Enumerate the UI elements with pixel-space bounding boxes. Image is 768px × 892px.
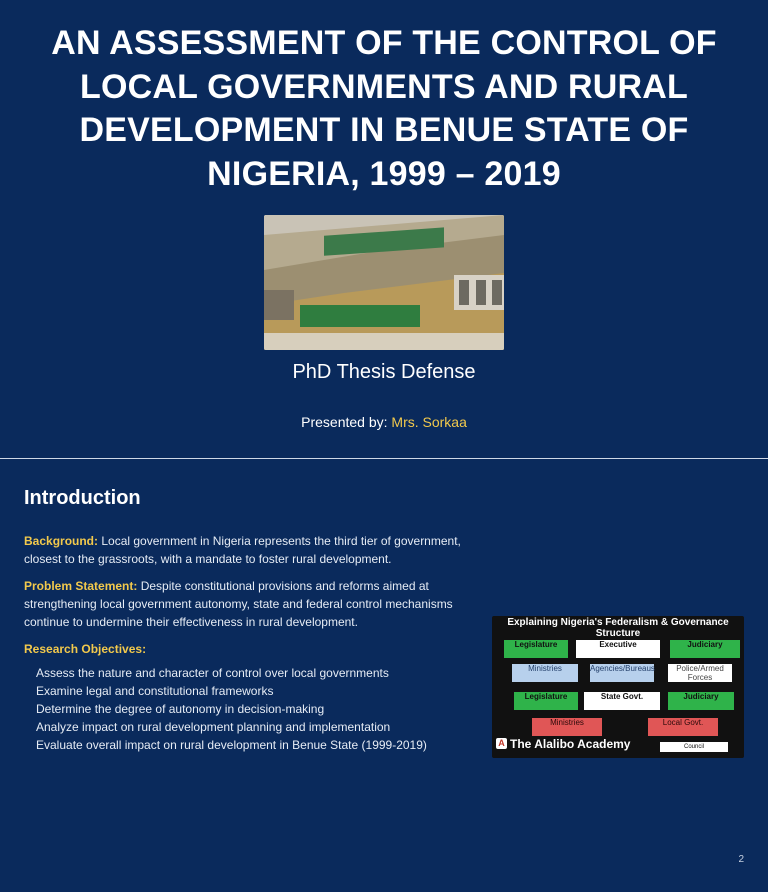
objectives-label: Research Objectives: (24, 642, 147, 656)
diagram-ministries (512, 664, 578, 682)
title-line: NIGERIA, 1999 – 2019 (207, 154, 561, 193)
diagram-police (668, 664, 732, 682)
presented-by-label: Presented by: (301, 414, 392, 430)
diagram-judiciary (670, 640, 740, 658)
diagram-executive (576, 640, 660, 658)
council-label: Council (683, 744, 704, 750)
police-label: Police/Armed Forces (676, 664, 724, 682)
background-text: Local government in Nigeria represents the third tier of government, closest to the grassroots, with a mandate to foster rural development. (24, 534, 461, 566)
diagram-title: Explaining Nigeria's Federalism & Governance Structure (507, 617, 729, 639)
diagram-state-judiciary (668, 692, 734, 710)
executive-label: Executive (599, 640, 637, 649)
section-heading: Introduction (24, 487, 141, 509)
academy-watermark: The Alalibo Academy (510, 737, 631, 751)
title-line: DEVELOPMENT IN BENUE STATE OF (79, 111, 689, 149)
presenter-name: Mrs. Sorkaa (391, 414, 467, 430)
diagram-state-govt (584, 692, 660, 710)
state-legislature-label: Legislature (524, 692, 568, 701)
secretariat-photo (264, 215, 504, 350)
title-line: LOCAL GOVERNMENTS AND RURAL (80, 67, 688, 106)
legislature-label: Legislature (514, 640, 558, 649)
introduction-slide (0, 459, 768, 892)
objective-item: Examine legal and constitutional frameworks (36, 684, 274, 698)
problem-text: Despite constitutional provisions and reforms aimed at strengthening local government autonomy, state and federal control mechanisms continue to undermine their effectiveness in rural development. (24, 579, 453, 629)
objective-item: Determine the degree of autonomy in decision-making (36, 702, 325, 716)
background-paragraph (24, 532, 464, 568)
title-line: AN ASSESSMENT OF THE CONTROL OF (51, 24, 717, 62)
state-ministries-label: Ministries (550, 718, 584, 727)
diagram-state-ministries (532, 718, 602, 736)
diagram-local-govt (648, 718, 718, 736)
background-label: Background: (24, 534, 99, 548)
local-govt-label: Local Govt. (662, 718, 704, 727)
diagram-agencies (590, 664, 654, 682)
objectives-list (36, 664, 464, 754)
federalism-diagram (492, 616, 744, 758)
objective-item: Assess the nature and character of control over local governments (36, 666, 389, 680)
problem-label: Problem Statement: (24, 579, 138, 593)
secretariat-building-image (264, 215, 504, 350)
diagram-legislature (504, 640, 568, 658)
page-number: 2 (738, 854, 744, 865)
judiciary-label: Judiciary (687, 640, 723, 649)
objective-item: Analyze impact on rural development planning and implementation (36, 720, 391, 734)
subtitle: PhD Thesis Defense (292, 361, 476, 383)
objective-item: Evaluate overall impact on rural development in Benue State (1999-2019) (36, 738, 427, 752)
academy-logo-icon: A (496, 738, 507, 749)
state-judiciary-label: Judiciary (683, 692, 719, 701)
diagram-council (660, 742, 728, 752)
agencies-label: Agencies/Bureaus (590, 664, 655, 673)
diagram-state-legislature (514, 692, 578, 710)
state-govt-label: State Govt. (600, 692, 644, 701)
presented-by (0, 413, 768, 431)
slide-title (20, 22, 748, 196)
slide-body (24, 532, 464, 754)
problem-paragraph (24, 577, 464, 631)
ministries-label: Ministries (528, 664, 562, 673)
